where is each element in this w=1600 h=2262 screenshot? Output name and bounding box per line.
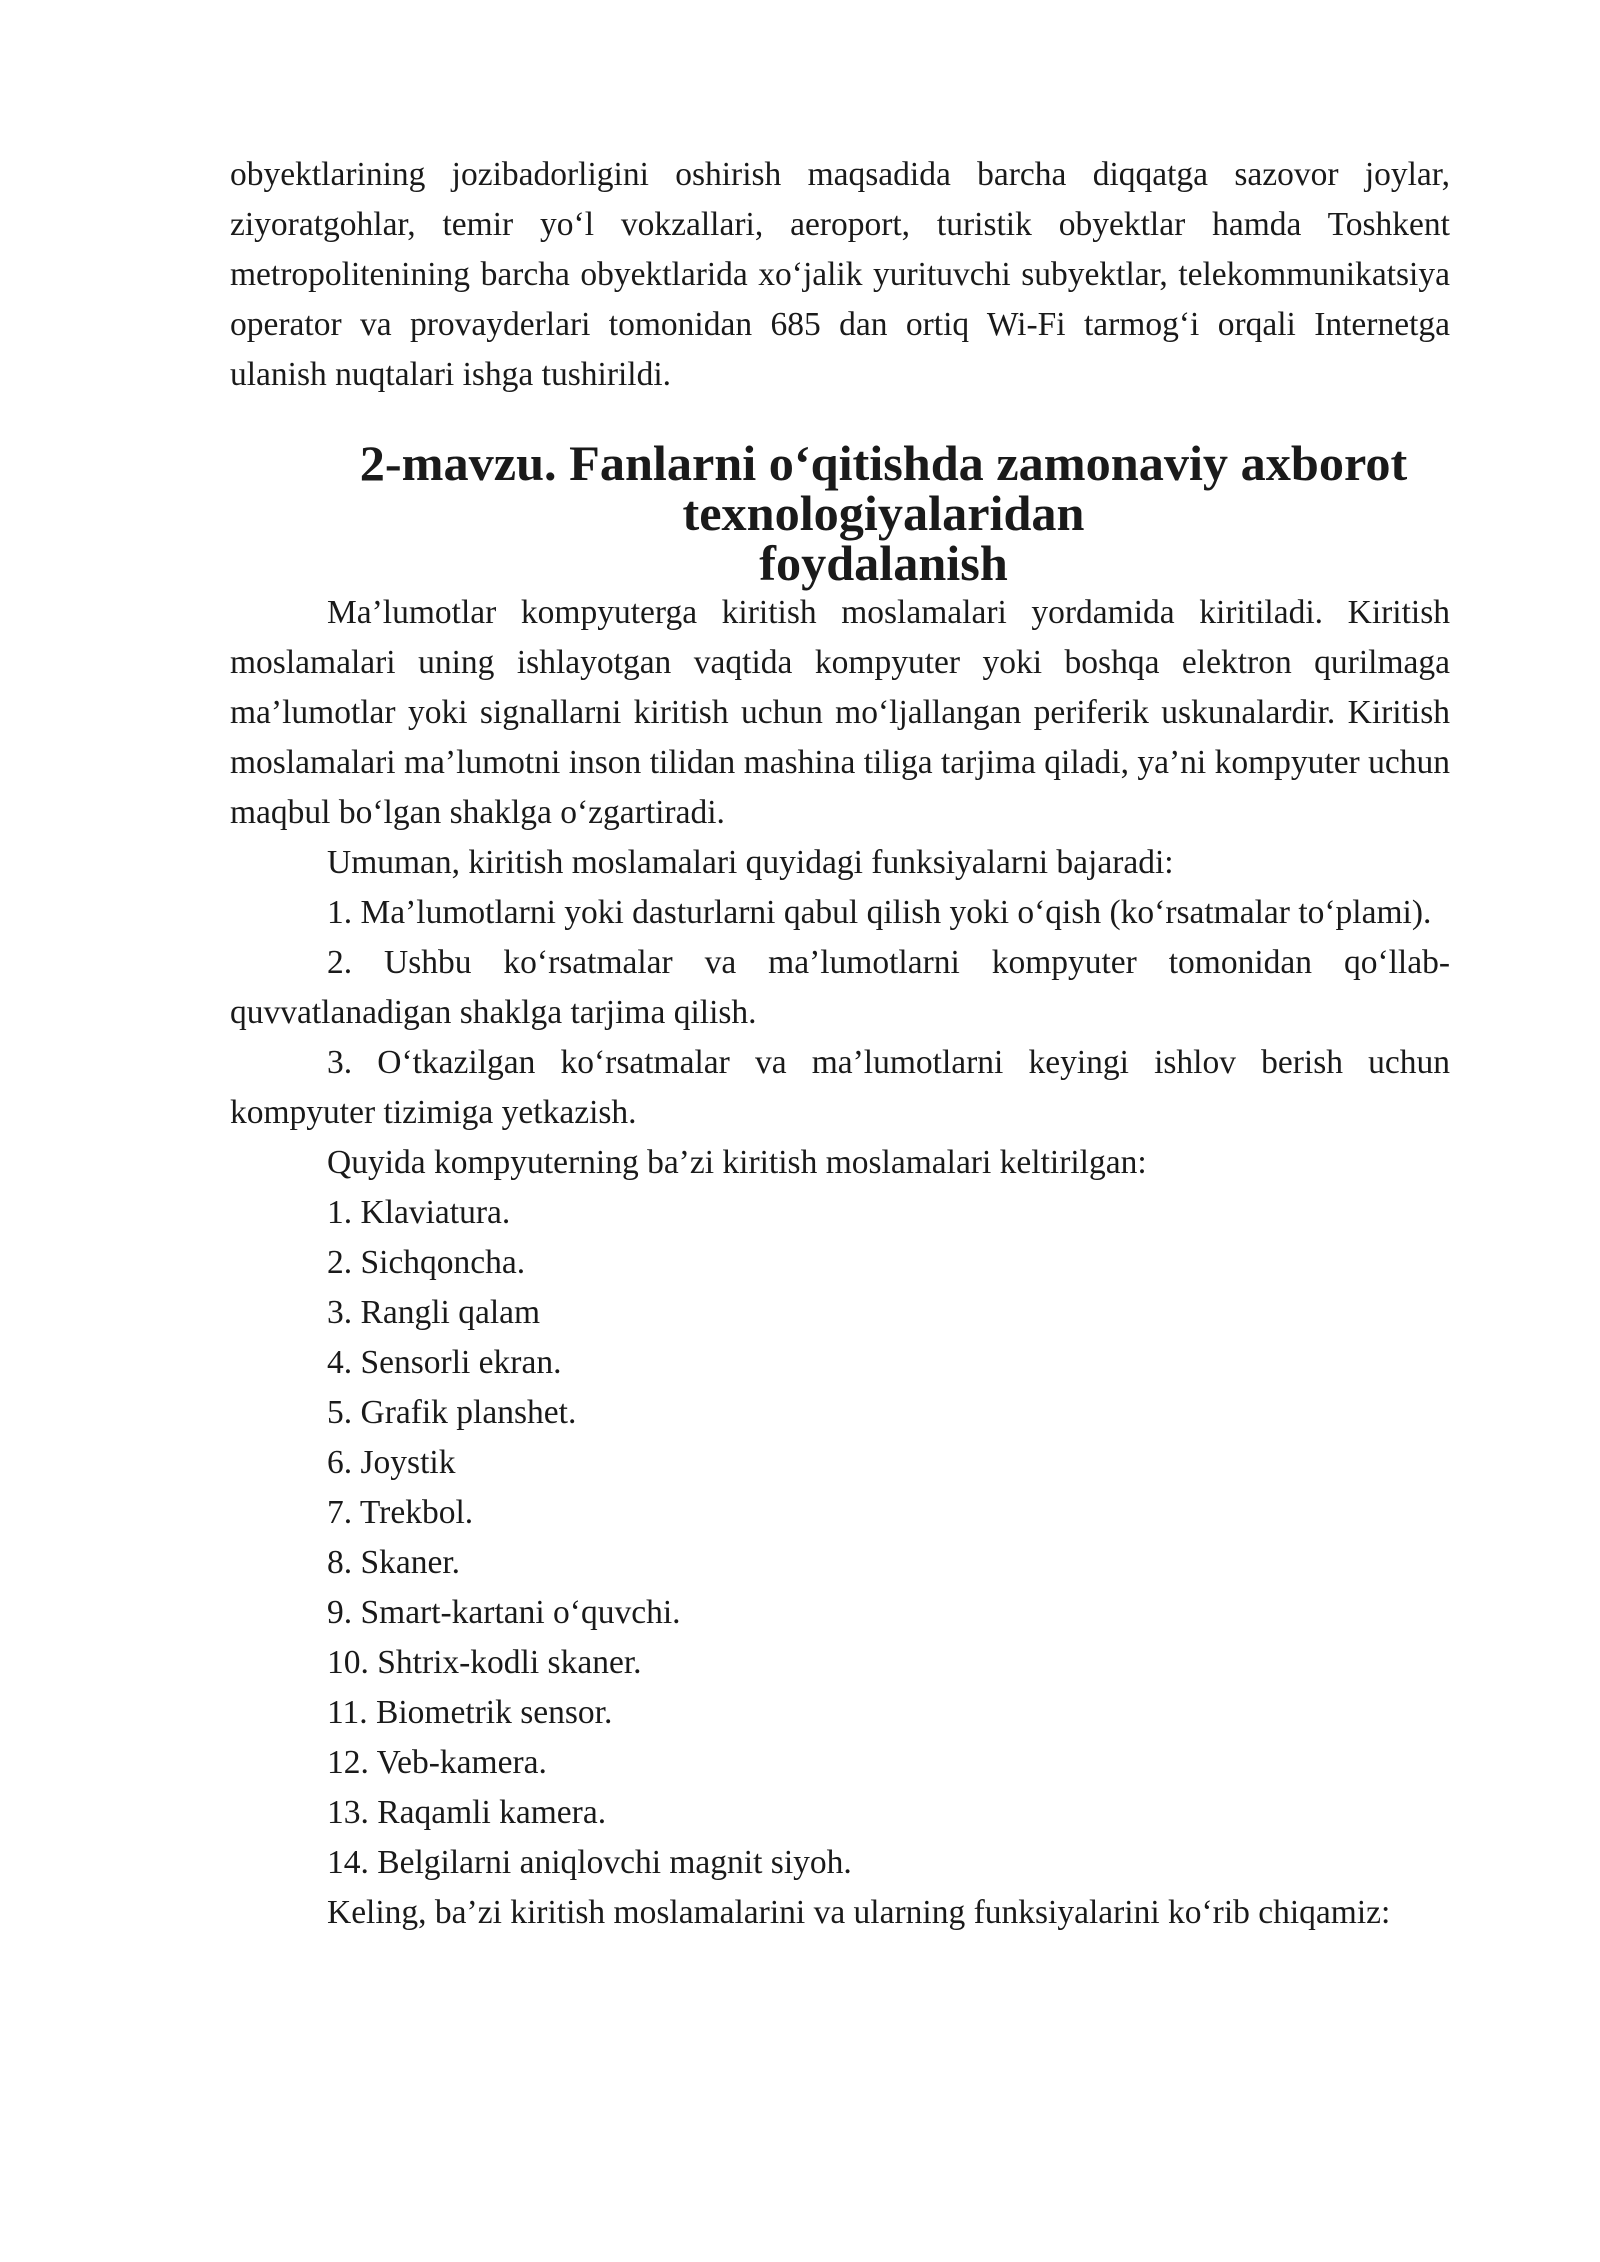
section-title-line-1: 2-mavzu. Fanlarni o‘qitishda zamonaviy axborot texnologiyalaridan [359,435,1408,541]
list-item: 13. Raqamli kamera. [327,1794,607,1831]
list-item: 3. Rangli qalam [327,1294,541,1331]
closing-paragraph: Keling, ba’zi kiritish moslamalarini va ularning funksiyalarini ko‘rib chiqamiz: [327,1894,1391,1931]
list-item: 6. Joystik [327,1444,456,1481]
section-title [230,435,1450,591]
list-item: 9. Smart-kartani o‘quvchi. [327,1594,681,1631]
list-item: 7. Trekbol. [327,1494,474,1531]
section-spacer [230,400,1450,438]
list-item: 14. Belgilarni aniqlovchi magnit siyoh. [327,1844,852,1881]
list-item: 5. Grafik planshet. [327,1394,577,1431]
list-item: 11. Biometrik sensor. [327,1694,613,1731]
paragraph-devices-intro: Quyida kompyuterning ba’zi kiritish moslamalari keltirilgan: [327,1144,1147,1181]
list-item: 10. Shtrix-kodli skaner. [327,1644,642,1681]
document-page [230,150,1450,1938]
list-item: 8. Skaner. [327,1544,461,1581]
paragraph-functions-intro: Umuman, kiritish moslamalari quyidagi funksiyalarni bajaradi: [327,844,1174,881]
list-item: 2. Sichqoncha. [327,1244,526,1281]
list-item: 12. Veb-kamera. [327,1744,547,1781]
function-item-1: 1. Ma’lumotlarni yoki dasturlarni qabul qilish yoki o‘qish (ko‘rsatmalar to‘plami). [327,894,1432,931]
devices-list [230,1188,1450,1888]
section-title-line-2: foydalanish [759,535,1008,591]
intro-paragraph: obyektlarining jozibadorligini oshirish maqsadida barcha diqqatga sazovor joylar, ziyoratgohlar, temir yo‘l vokzallari, aeroport, turistik obyektlar hamda Toshkent metropolitenining barcha obyektlarida xo‘jalik yurituvchi subyektlar, telekommunikatsiya operator va provayderlari tomonidan 685 dan ortiq Wi-Fi tarmog‘i orqali Internetga ulanish nuqtalari ishga tushirildi. [230,156,1450,393]
list-item: 4. Sensorli ekran. [327,1344,562,1381]
paragraph-input-devices: Ma’lumotlar kompyuterga kiritish moslamalari yordamida kiritiladi. Kiritish moslamalari uning ishlayotgan vaqtida kompyuter yoki boshqa elektron qurilmaga ma’lumotlar yoki signallarni kiritish uchun mo‘ljallangan periferik uskunalardir. Kiritish moslamalari ma’lumotni inson tilidan mashina tiliga tarjima qiladi, ya’ni kompyuter uchun maqbul bo‘lgan shaklga o‘zgartiradi. [230,594,1450,831]
function-item-3: 3. O‘tkazilgan ko‘rsatmalar va ma’lumotlarni keyingi ishlov berish uchun kompyuter tizimiga yetkazish. [230,1044,1450,1131]
function-item-2: 2. Ushbu ko‘rsatmalar va ma’lumotlarni kompyuter tomonidan qo‘llab-quvvatlanadigan shaklga tarjima qilish. [230,944,1450,1031]
list-item: 1. Klaviatura. [327,1194,511,1231]
